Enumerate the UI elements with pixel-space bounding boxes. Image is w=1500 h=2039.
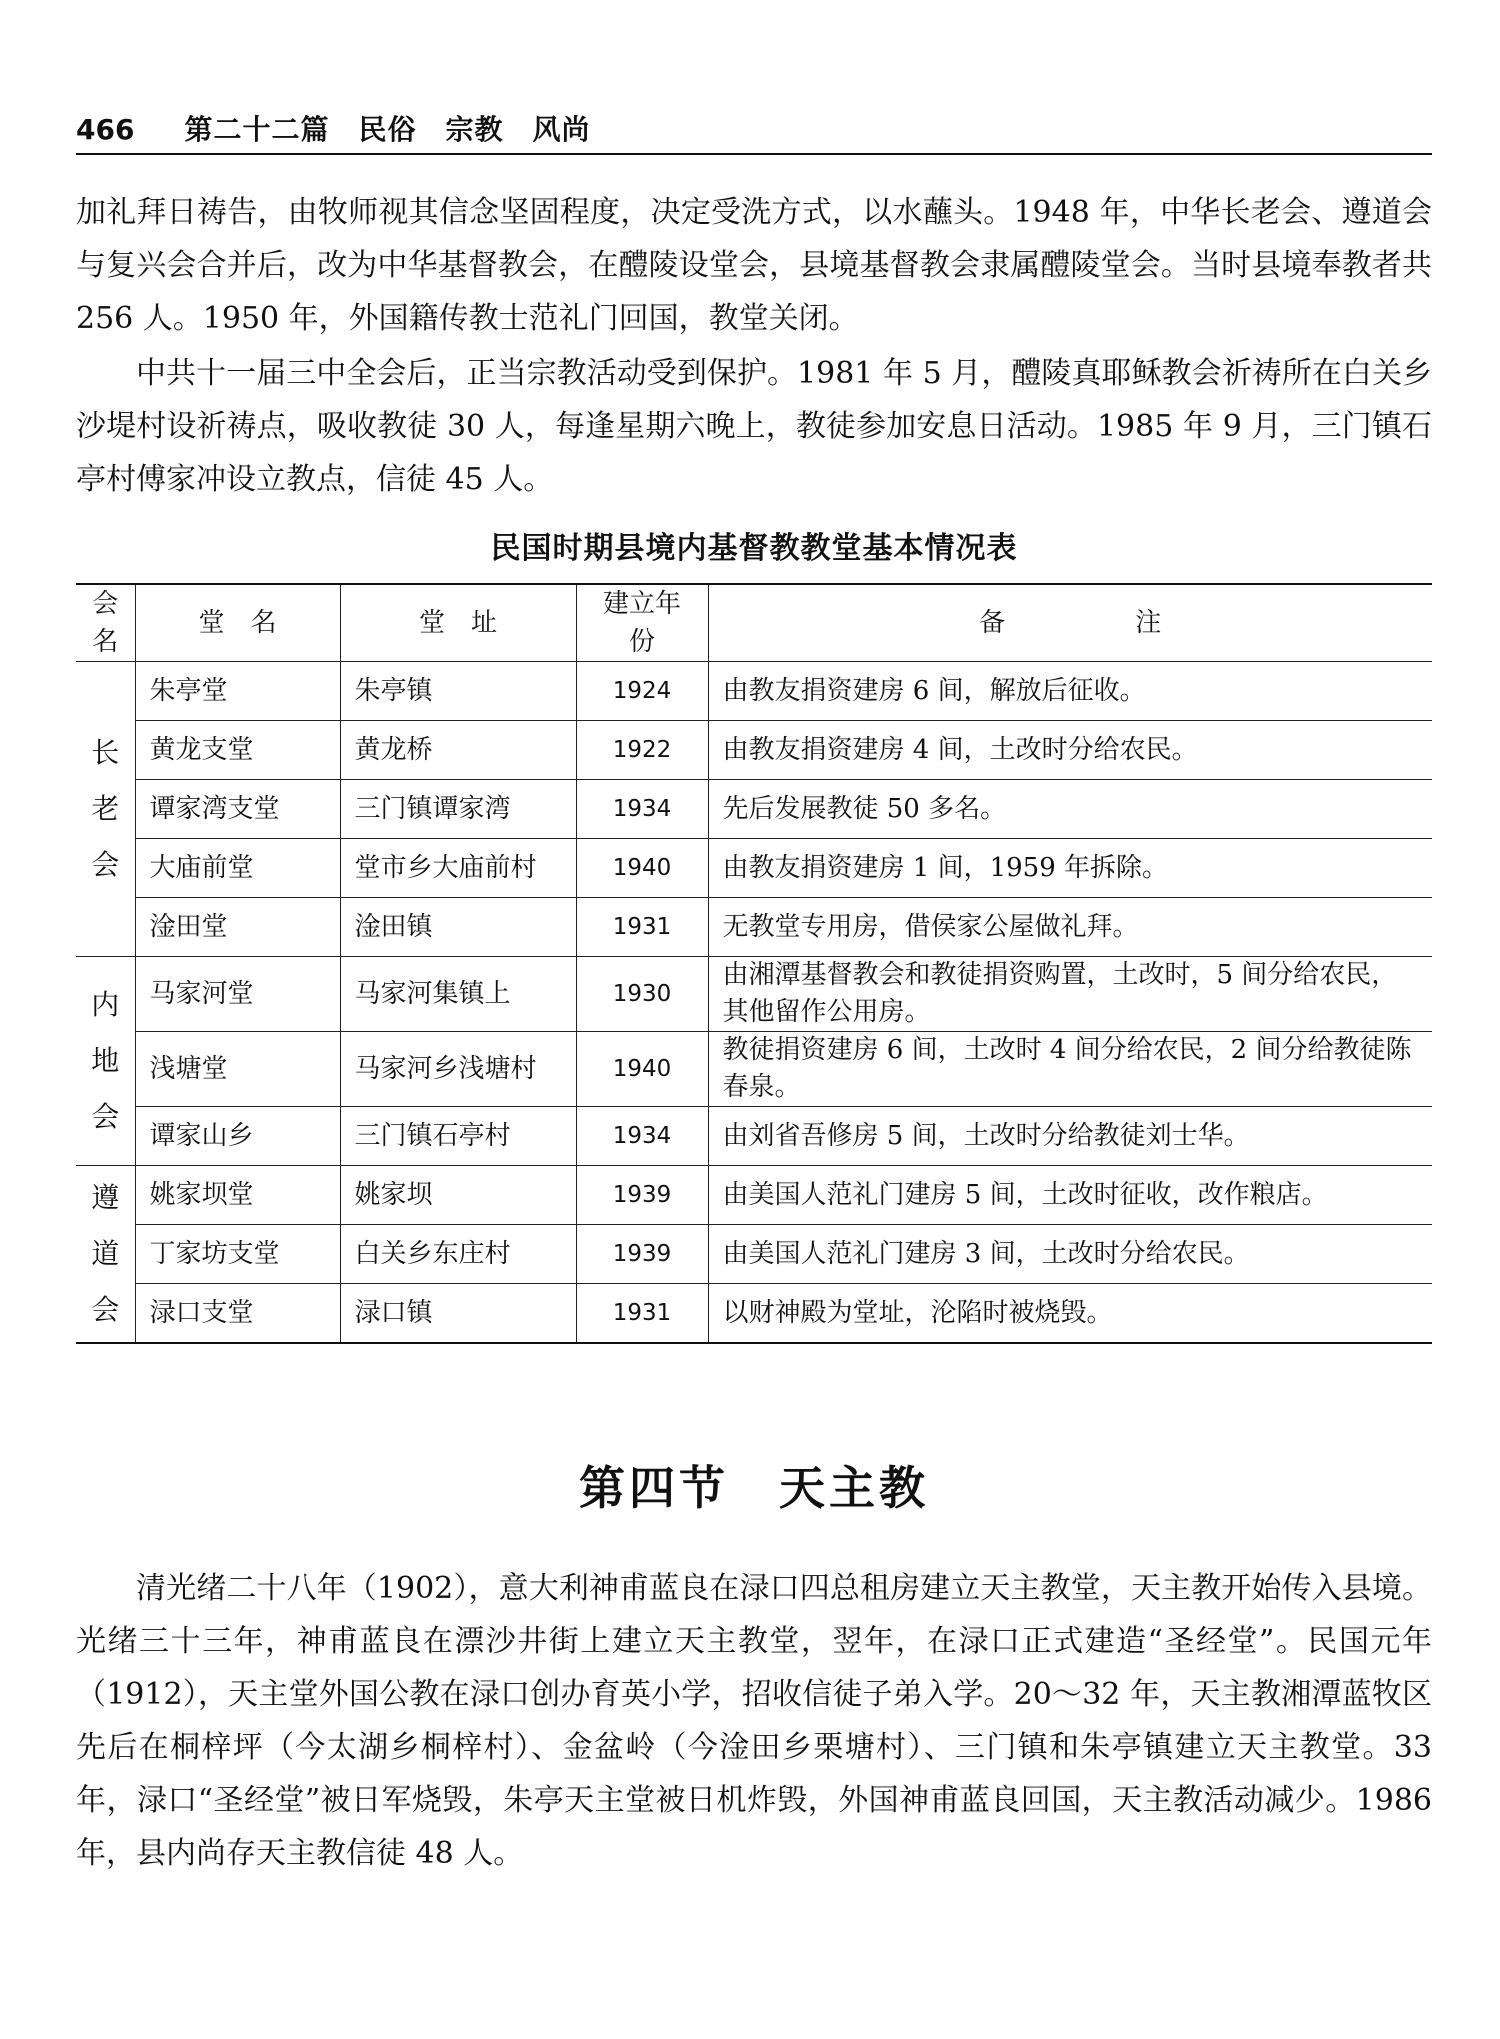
table-row xyxy=(76,1032,1432,1107)
note-cell: 由刘省吾修房 5 间，土改时分给教徒刘士华。 xyxy=(708,1107,1432,1166)
year-cell: 1940 xyxy=(576,839,708,898)
table-row xyxy=(76,839,1432,898)
note-cell: 先后发展教徒 50 多名。 xyxy=(708,780,1432,839)
year-cell: 1934 xyxy=(576,1107,708,1166)
church-name-cell: 丁家坊支堂 xyxy=(135,1225,340,1284)
church-table xyxy=(76,583,1432,1344)
org-cell: 遵道会 xyxy=(76,1166,135,1344)
note-cell: 由美国人范礼门建房 3 间，土改时分给农民。 xyxy=(708,1225,1432,1284)
table-row xyxy=(76,662,1432,721)
address-cell: 黄龙桥 xyxy=(340,721,576,780)
year-cell: 1922 xyxy=(576,721,708,780)
year-cell: 1939 xyxy=(576,1166,708,1225)
header-note: 备 注 xyxy=(708,584,1432,662)
address-cell: 堂市乡大庙前村 xyxy=(340,839,576,898)
address-cell: 马家河集镇上 xyxy=(340,957,576,1032)
church-name-cell: 黄龙支堂 xyxy=(135,721,340,780)
note-cell: 由湘潭基督教会和教徒捐资购置，土改时，5 间分给农民，其他留作公用房。 xyxy=(708,957,1432,1032)
church-name-cell: 大庙前堂 xyxy=(135,839,340,898)
church-name-cell: 淦田堂 xyxy=(135,898,340,957)
church-name-cell: 马家河堂 xyxy=(135,957,340,1032)
address-cell: 马家河乡浅塘村 xyxy=(340,1032,576,1107)
church-name-cell: 朱亭堂 xyxy=(135,662,340,721)
church-name-cell: 渌口支堂 xyxy=(135,1284,340,1344)
note-cell: 由美国人范礼门建房 5 间，土改时征收，改作粮店。 xyxy=(708,1166,1432,1225)
table-title: 民国时期县境内基督教教堂基本情况表 xyxy=(490,531,1018,566)
year-cell: 1930 xyxy=(576,957,708,1032)
church-name-cell: 浅塘堂 xyxy=(135,1032,340,1107)
year-cell: 1924 xyxy=(576,662,708,721)
table-row xyxy=(76,780,1432,839)
paragraph: 中共十一届三中全会后，正当宗教活动受到保护。1981 年 5 月，醴陵真耶稣教会祈祷所在白关乡沙堤村设祈祷点，吸收教徒 30 人，每逢星期六晚上，教徒参加安息日活动。1985 年 9 月，三门镇石亭村傅家冲设立教点，信徒 45 人。 xyxy=(76,356,1432,497)
address-cell: 朱亭镇 xyxy=(340,662,576,721)
year-cell: 1931 xyxy=(576,1284,708,1344)
page-number: 466 xyxy=(76,113,135,146)
year-cell: 1934 xyxy=(576,780,708,839)
note-cell: 无教堂专用房，借侯家公屋做礼拜。 xyxy=(708,898,1432,957)
address-cell: 白关乡东庄村 xyxy=(340,1225,576,1284)
table-row xyxy=(76,1166,1432,1225)
org-cell: 内地会 xyxy=(76,957,135,1166)
table-row xyxy=(76,1284,1432,1344)
church-name-cell: 姚家坝堂 xyxy=(135,1166,340,1225)
table-row xyxy=(76,957,1432,1032)
header-org: 会名 xyxy=(76,584,135,662)
year-cell: 1939 xyxy=(576,1225,708,1284)
note-cell: 以财神殿为堂址，沦陷时被烧毁。 xyxy=(708,1284,1432,1344)
paragraph-continued: 加礼拜日祷告，由牧师视其信念坚固程度，决定受洗方式，以水蘸头。1948 年，中华长老会、遵道会与复兴会合并后，改为中华基督教会，在醴陵设堂会，县境基督教会隶属醴陵堂会。当时县境奉教者共 256 人。1950 年，外国籍传教士范礼门回国，教堂关闭。 xyxy=(76,195,1432,336)
address-cell: 姚家坝 xyxy=(340,1166,576,1225)
table-header-row xyxy=(76,584,1432,662)
header-church: 堂 名 xyxy=(135,584,340,662)
running-title: 第二十二篇 民俗 宗教 风尚 xyxy=(184,113,591,146)
church-name-cell: 谭家湾支堂 xyxy=(135,780,340,839)
year-cell: 1940 xyxy=(576,1032,708,1107)
table-row xyxy=(76,721,1432,780)
address-cell: 淦田镇 xyxy=(340,898,576,957)
header-address: 堂 址 xyxy=(340,584,576,662)
note-cell: 由教友捐资建房 6 间，解放后征收。 xyxy=(708,662,1432,721)
address-cell: 三门镇石亭村 xyxy=(340,1107,576,1166)
church-name-cell: 谭家山乡 xyxy=(135,1107,340,1166)
year-cell: 1931 xyxy=(576,898,708,957)
address-cell: 三门镇谭家湾 xyxy=(340,780,576,839)
table-row xyxy=(76,1107,1432,1166)
address-cell: 渌口镇 xyxy=(340,1284,576,1344)
section-heading: 第四节 天主教 xyxy=(579,1461,929,1515)
table-row xyxy=(76,1225,1432,1284)
paragraph: 清光绪二十八年（1902），意大利神甫蓝良在渌口四总租房建立天主教堂，天主教开始传入县境。光绪三十三年，神甫蓝良在漂沙井街上建立天主教堂，翌年，在渌口正式建造“圣经堂”。民国元年（1912），天主堂外国公教在渌口创办育英小学，招收信徒子弟入学。20～32 年，天主教湘潭蓝牧区先后在桐梓坪（今太湖乡桐梓村）、金盆岭（今淦田乡栗塘村）、三门镇和朱亭镇建立天主教堂。33 年，渌口“圣经堂”被日军烧毁，朱亭天主堂被日机炸毁，外国神甫蓝良回国，天主教活动减少。1986 年，县内尚存天主教信徒 48 人。 xyxy=(76,1571,1432,1871)
running-header xyxy=(76,108,1432,148)
header-rule xyxy=(76,153,1432,155)
note-cell: 由教友捐资建房 4 间，土改时分给农民。 xyxy=(708,721,1432,780)
org-cell: 长老会 xyxy=(76,662,135,957)
note-cell: 教徒捐资建房 6 间，土改时 4 间分给农民，2 间分给教徒陈春泉。 xyxy=(708,1032,1432,1107)
header-year: 建立年份 xyxy=(576,584,708,662)
table-row xyxy=(76,898,1432,957)
note-cell: 由教友捐资建房 1 间，1959 年拆除。 xyxy=(708,839,1432,898)
